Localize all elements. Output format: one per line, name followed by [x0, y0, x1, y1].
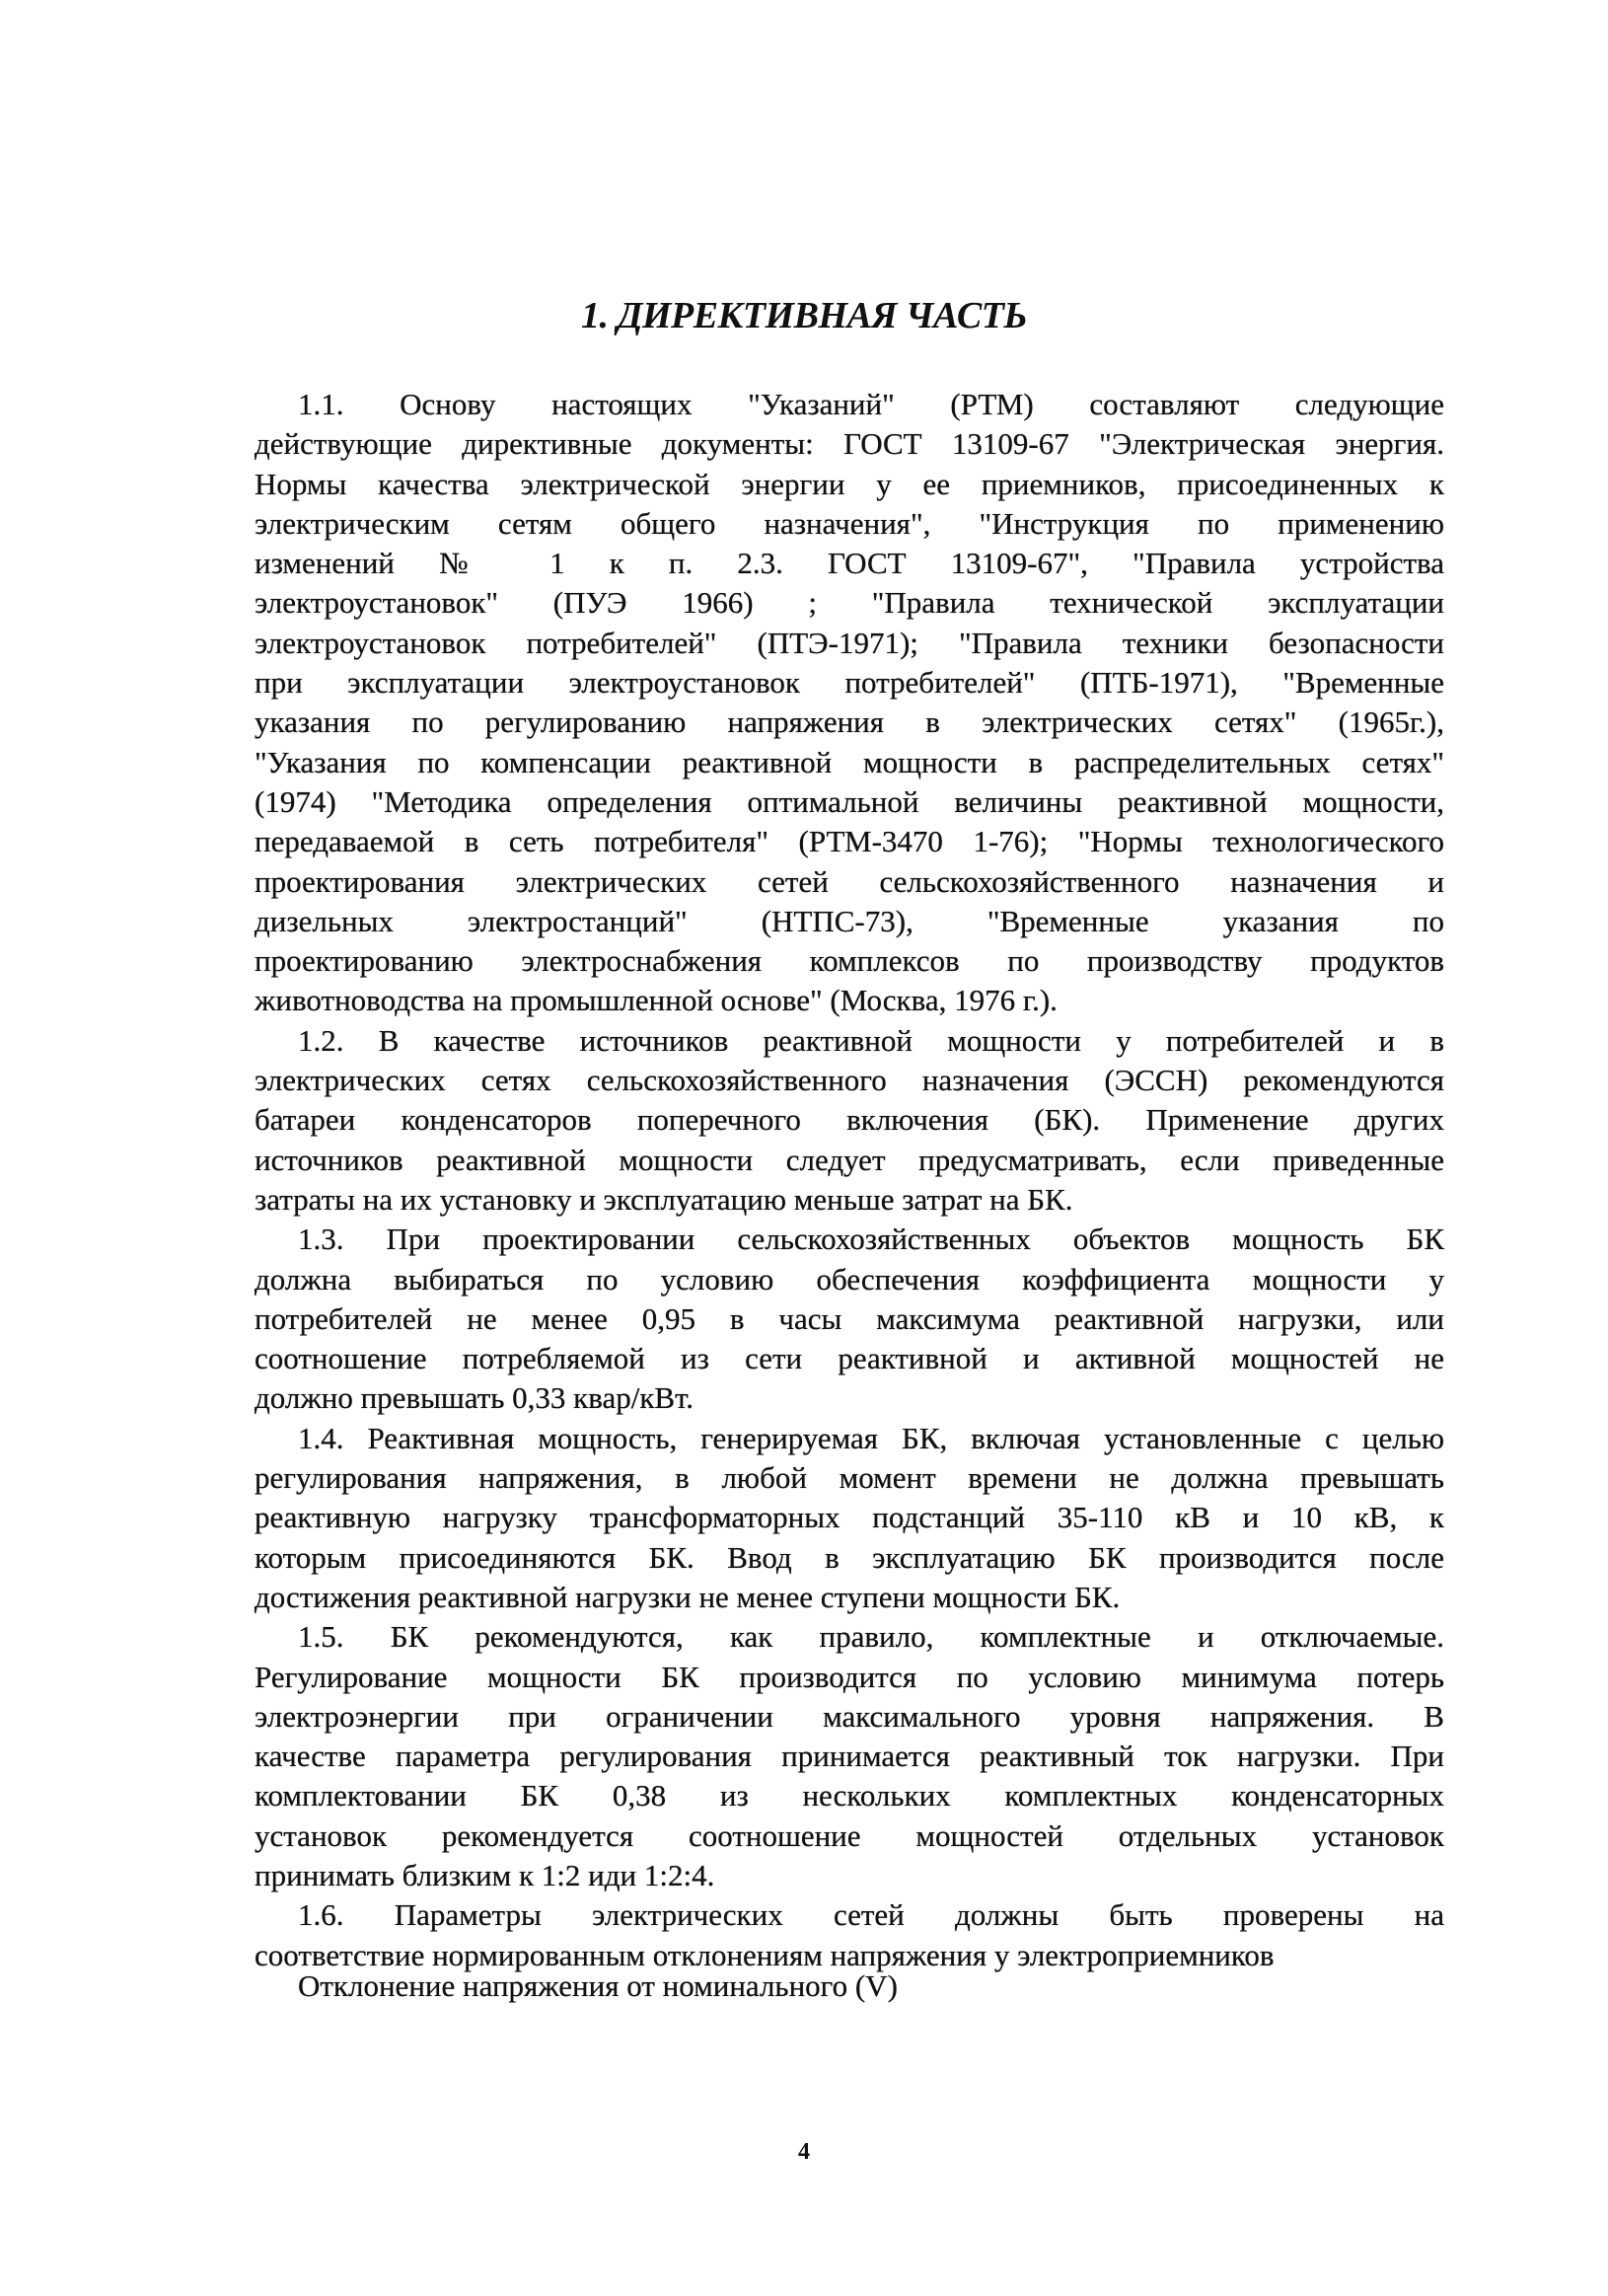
- text-line: при эксплуатации электроустановок потребителей" (ПТБ-1971), "Временные: [255, 665, 1444, 701]
- text-line: изменений № 1 к п. 2.3. ГОСТ 13109-67", "Правила устройства: [255, 546, 1444, 581]
- text-line: реактивную нагрузку трансформаторных подстанций 35-110 кВ и 10 кВ, к: [255, 1500, 1444, 1535]
- text-line: комплектовании БК 0,38 из нескольких комплектных конденсаторных: [255, 1778, 1444, 1814]
- text-line: достижения реактивной нагрузки не менее ступени мощности БК.: [255, 1579, 1121, 1614]
- text-line: 1.6. Параметры электрических сетей должны быть проверены на: [298, 1897, 1444, 1933]
- paragraph: [255, 1895, 1444, 1975]
- text-line: передаваемой в сеть потребителя" (РТМ-3470 1-76); "Нормы технологического: [255, 824, 1444, 859]
- text-line: источников реактивной мощности следует предусматривать, если приведенные: [255, 1142, 1444, 1177]
- text-line: 1.3. При проектировании сельскохозяйственных объектов мощность БК: [298, 1222, 1444, 1257]
- text-line: электрических сетях сельскохозяйственного назначения (ЭССН) рекомендуются: [255, 1063, 1444, 1098]
- text-line: должно превышать 0,33 квар/кВт.: [255, 1380, 694, 1416]
- text-line: регулирования напряжения, в любой момент времени не должна превышать: [255, 1460, 1444, 1496]
- text-line: установок рекомендуется соотношение мощностей отдельных установок: [255, 1817, 1444, 1853]
- text-line: действующие директивные документы: ГОСТ 13109-67 "Электрическая энергия.: [255, 426, 1444, 462]
- page-number: 4: [798, 2139, 810, 2165]
- text-line: электроэнергии при ограничении максимального уровня напряжения. В: [255, 1698, 1444, 1734]
- text-line: которым присоединяются БК. Ввод в эксплуатацию БК производится после: [255, 1539, 1444, 1575]
- paragraph: [255, 1419, 1444, 1617]
- caption: Отклонение напряжения от номинального (V): [298, 1968, 898, 2003]
- text-line: электроустановок потребителей" (ПТЭ-1971); "Правила техники безопасности: [255, 625, 1444, 660]
- text-line: соотношение потребляемой из сети реактивной и активной мощностей не: [255, 1341, 1444, 1376]
- document-body: [255, 385, 1444, 1975]
- text-line: 1.5. БК рекомендуются, как правило, комплектные и отключаемые.: [298, 1619, 1444, 1655]
- paragraph: [255, 385, 1444, 1021]
- text-line: 1.4. Реактивная мощность, генерируемая БК, включая установленные с целью: [298, 1420, 1444, 1455]
- paragraph: [255, 1220, 1444, 1418]
- text-line: качестве параметра регулирования принимается реактивный ток нагрузки. При: [255, 1739, 1444, 1774]
- text-line: Регулирование мощности БК производится по условию минимума потерь: [255, 1659, 1444, 1694]
- text-line: батареи конденсаторов поперечного включения (БК). Применение других: [255, 1102, 1444, 1138]
- text-line: Нормы качества электрической энергии у ее приемников, присоединенных к: [255, 466, 1444, 501]
- text-line: животноводства на промышленной основе" (Москва, 1976 г.).: [255, 983, 1058, 1018]
- section-title: 1. ДИРЕКТИВНАЯ ЧАСТЬ: [580, 295, 1027, 336]
- text-line: затраты на их установку и эксплуатацию меньше затрат на БК.: [255, 1181, 1073, 1217]
- text-line: должна выбираться по условию обеспечения коэффициента мощности у: [255, 1261, 1444, 1296]
- paragraph: [255, 1617, 1444, 1895]
- text-line: (1974) "Методика определения оптимальной величины реактивной мощности,: [255, 783, 1444, 819]
- text-line: электрическим сетям общего назначения", "Инструкция по применению: [255, 505, 1444, 541]
- paragraph: [255, 1021, 1444, 1220]
- text-line: соответствие нормированным отклонениям напряжения у электроприемников: [255, 1937, 1275, 1972]
- text-line: дизельных электростанций" (НТПС-73), "Временные указания по: [255, 903, 1444, 938]
- text-line: проектированию электроснабжения комплексов по производству продуктов: [255, 943, 1444, 979]
- text-line: принимать близким к 1:2 иди 1:2:4.: [255, 1857, 715, 1892]
- text-line: "Указания по компенсации реактивной мощности в распределительных сетях": [255, 744, 1444, 779]
- text-line: проектирования электрических сетей сельскохозяйственного назначения и: [255, 863, 1444, 899]
- text-line: 1.2. В качестве источников реактивной мощности у потребителей и в: [298, 1022, 1444, 1058]
- text-line: указания по регулированию напряжения в электрических сетях" (1965г.),: [255, 704, 1444, 740]
- text-line: электроустановок" (ПУЭ 1966) ; "Правила технической эксплуатации: [255, 585, 1444, 621]
- text-line: 1.1. Основу настоящих "Указаний" (РТМ) составляют следующие: [298, 387, 1444, 421]
- text-line: потребителей не менее 0,95 в часы максимума реактивной нагрузки, или: [255, 1300, 1444, 1336]
